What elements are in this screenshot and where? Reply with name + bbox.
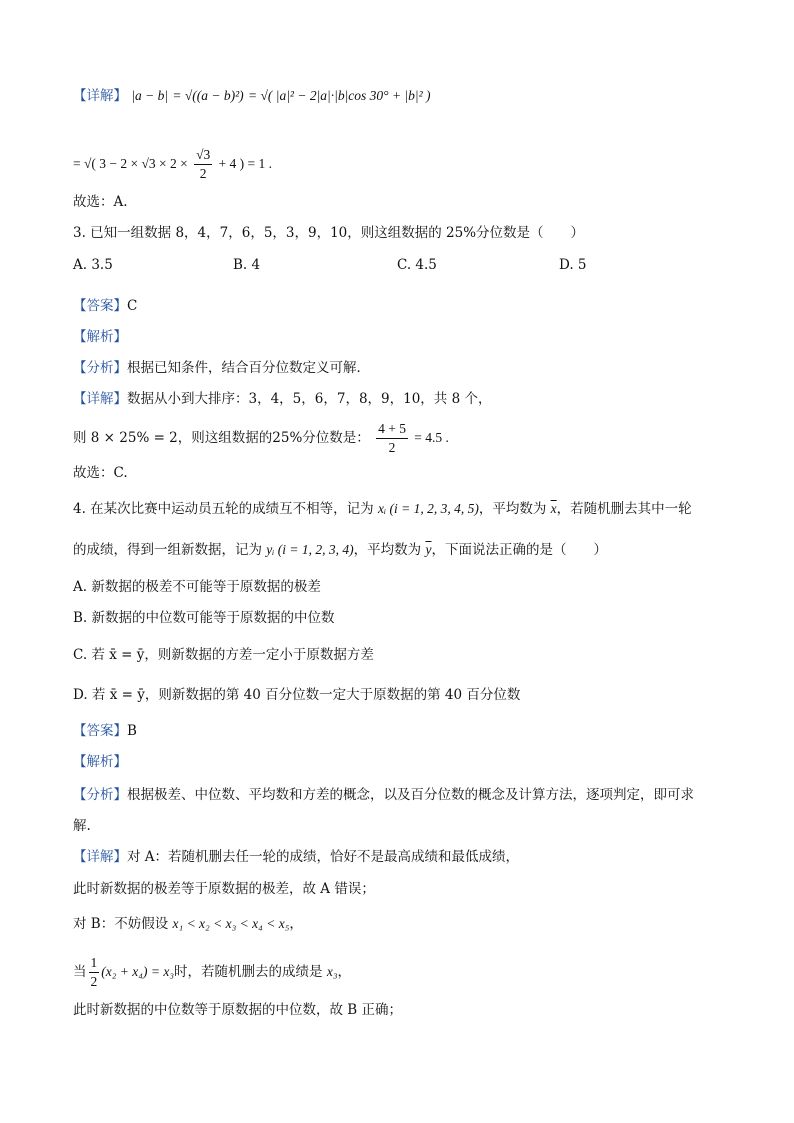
stem-text: 的成绩，得到一组新数据，记为 (73, 542, 262, 558)
q3-option-d: D. 5 (559, 257, 587, 273)
vector-diff-norm: |a − b| (131, 88, 169, 103)
q4-option-a: A. 新数据的极差不可能等于原数据的极差 (73, 579, 321, 595)
fraction (376, 420, 408, 457)
q4-option-b: B. 新数据的中位数可能等于原数据的中位数 (73, 610, 335, 626)
detail-text: 当 (73, 964, 87, 980)
fraction (194, 146, 212, 183)
fraction-denominator: 2 (199, 166, 207, 181)
detail-tag: 【详解】 (73, 391, 127, 407)
stem-text: ，若随机删去其中一轮 (556, 501, 692, 517)
q4-option-c: C. 若 x̄ = ȳ，则新数据的方差一定小于原数据方差 (73, 647, 374, 663)
x-mean: $\overline{x}$ (550, 501, 557, 516)
y-mean: $\overline{y}$ (425, 542, 432, 557)
q3-choose: 故选：C. (73, 465, 128, 481)
q3-stem: 3. 已知一组数据 8，4，7，6，5，3，9，10，则这组数据的 25%分位数是（ ） (73, 225, 585, 241)
q4-answer-line (73, 721, 137, 741)
fraction-denominator: 2 (90, 974, 98, 989)
detail-tag: 【详解】 (73, 88, 127, 104)
q2-detail-line (73, 86, 431, 106)
stem-text: ，下面说法正确的是（ ） (431, 542, 607, 558)
q4-detail-line-4 (73, 954, 351, 991)
detail-text: 对 B：不妨假设 (73, 916, 169, 932)
sqrt-square-expr: = √((a − b)²) (172, 88, 244, 103)
q3-detail-line (73, 389, 491, 409)
fraction (89, 954, 100, 991)
q4-option-d: D. 若 x̄ = ȳ，则新数据的第 40 百分位数一定大于原数据的第 40 百分位数 (73, 687, 521, 703)
stem-text: ，平均数为 (478, 501, 547, 517)
cosine-expansion-expr: = √( |a|² − 2|a|·|b|cos 30° + |b|² ) (247, 88, 431, 103)
q3-answer-line (73, 296, 137, 316)
detail-text: ， (337, 964, 352, 980)
fenxi-text: 根据已知条件，结合百分位数定义可解． (127, 360, 370, 376)
q2-calc-line (73, 146, 272, 183)
q3-option-c: C. 4.5 (397, 257, 437, 273)
stem-text: 4. 在某次比赛中运动员五轮的成绩互不相等，记为 (73, 501, 374, 517)
fraction-numerator: 4 + 5 (376, 420, 408, 439)
answer-tag: 【答案】 (73, 723, 127, 739)
calc-suffix: + 4 ) = 1 . (218, 156, 273, 171)
xi-notation: xᵢ (i = 1, 2, 3, 4, 5) (377, 501, 479, 516)
detail-text: 时，若随机删去的成绩是 (174, 964, 323, 980)
fraction-denominator: 2 (388, 440, 396, 455)
calc-prefix: = √( 3 − 2 × √3 × 2 × (73, 156, 188, 171)
detail-text: ， (289, 916, 303, 932)
q3-option-b: B. 4 (233, 257, 261, 273)
calc-suffix: = 4.5 . (414, 430, 449, 445)
q3-calc-line (73, 420, 449, 457)
ordering-inequality: x₁ < x₂ < x₃ < x₄ < x₅ (172, 916, 290, 931)
q4-fenxi-line-2: 解. (73, 818, 91, 834)
yi-notation: yᵢ (i = 1, 2, 3, 4) (266, 542, 354, 557)
detail-text: 对 A：若随机删去任一轮的成绩，恰好不是最高成绩和最低成绩， (127, 849, 520, 865)
answer-tag: 【答案】 (73, 298, 127, 314)
q4-detail-line-3 (73, 914, 303, 934)
q4-detail-line-2: 此时新数据的极差等于原数据的极差，故 A 错误； (73, 881, 375, 897)
q3-analysis-tag: 【解析】 (73, 329, 127, 345)
q4-stem-line-1 (73, 499, 692, 519)
x3-symbol: x₃ (326, 964, 338, 979)
q4-fenxi-line-1 (73, 785, 694, 805)
stem-text: ，平均数为 (353, 542, 422, 558)
q4-detail-line-1 (73, 847, 519, 867)
q2-choose: 故选：A. (73, 194, 128, 210)
q4-detail-line-5: 此时新数据的中位数等于原数据的中位数，故 B 正确； (73, 1002, 403, 1018)
fraction-numerator: 1 (89, 954, 100, 973)
fraction-numerator: √3 (194, 146, 212, 165)
median-condition: (x₂ + x₄) = x₃ (101, 964, 175, 979)
fenxi-text: 根据极差、中位数、平均数和方差的概念，以及百分位数的概念及计算方法，逐项判定，即可求 (127, 787, 694, 803)
q3-option-a: A. 3.5 (73, 257, 113, 273)
answer-value: B (127, 723, 137, 739)
q4-analysis-tag: 【解析】 (73, 754, 127, 770)
fenxi-tag: 【分析】 (73, 787, 127, 803)
calc-prefix: 则 8 × 25% = 2，则这组数据的25%分位数是： (73, 430, 370, 446)
answer-value: C (127, 298, 138, 314)
fenxi-tag: 【分析】 (73, 360, 127, 376)
q3-fenxi-line (73, 358, 370, 378)
detail-tag: 【详解】 (73, 849, 127, 865)
detail-text: 数据从小到大排序：3，4，5，6，7，8，9，10，共 8 个， (127, 391, 492, 407)
q4-stem-line-2 (73, 540, 607, 560)
